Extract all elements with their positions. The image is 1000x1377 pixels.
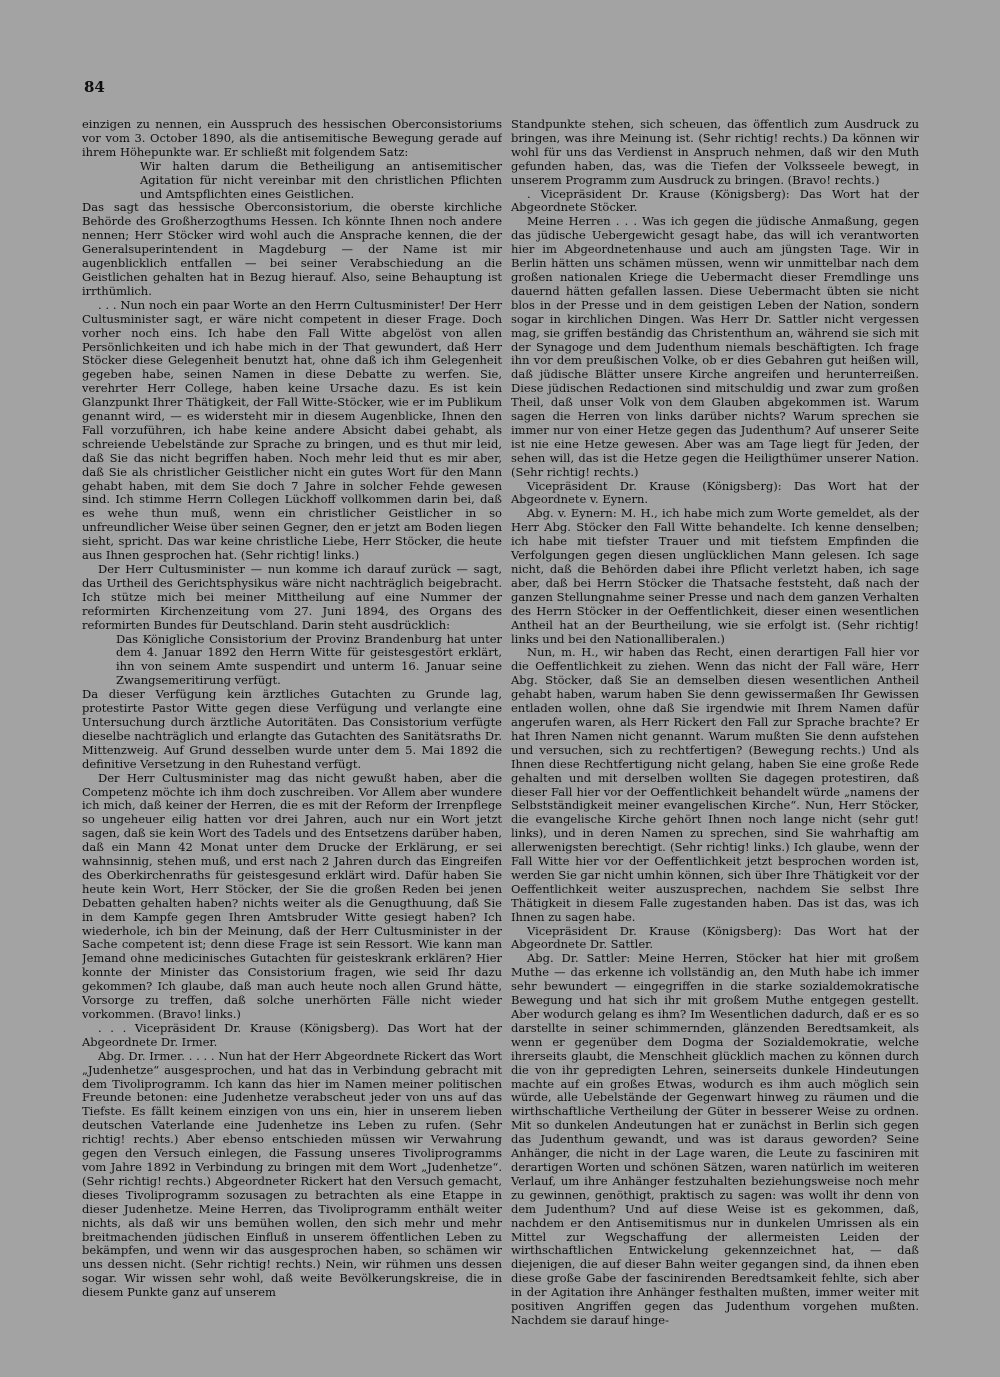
paragraph: Da dieser Verfügung kein ärztliches Gutachten zu Grunde lag, protestirte Pastor Witte gegen diese Verfügung und verlangte eine Untersuchung durch ärztliche Autoritäten. Das Consistorium verfügte dieselbe nachträglich und erlangte das Gutachten des Sanitätsraths Dr. Mittenzweig. Auf Grund desselben wurde unter dem 5. Mai 1892 die definitive Versetzung in den Ruhestand verfügt. [82,687,502,771]
paragraph: . . . Nun noch ein paar Worte an den Herrn Cultusminister! Der Herr Cultusminister sagt, er wäre nicht competent in dieser Frage. Doch vorher noch eins. Ich habe den Fall Witte abgelöst von allen Persönlichkeiten und ich habe mich in der That gewundert, daß Herr Stöcker diese Gelegenheit benutzt hat, ohne daß ich ihm Gelegenheit gegeben habe, seinen Namen in diese Debatte zu werfen. Sie, verehrter Herr College, haben keine Ursache dazu. Es ist kein Glanzpunkt Ihrer Thätigkeit, der Fall Witte-Stöcker, wie er im Publikum genannt wird, — es widersteht mir in diesem Augenblicke, Ihnen den Fall vorzuführen, ich habe keine andere Absicht dabei gehabt, als schreiende Uebelstände zur Sprache zu bringen, und es thut mir leid, daß Sie das nicht begriffen haben. Noch mehr leid thut es mir aber, daß Sie als christlicher Geistlicher nicht ein gutes Wort für den Mann gehabt haben, mit dem Sie doch 7 Jahre in solcher Fehde gewesen sind. Ich stimme Herrn Collegen Lückhoff vollkommen darin bei, daß es wehe thun muß, wenn ein christlicher Geistlicher in so unfreundlicher Weise über seinen Gegner, den er jetzt am Boden liegen sieht, spricht. Das war keine christliche Liebe, Herr Stöcker, die heute aus Ihnen gesprochen hat. (Sehr richtig! links.) [82,297,502,563]
paragraph: . . . Vicepräsident Dr. Krause (Königsberg). Das Wort hat der Abgeordnete Dr. Irmer. [82,1020,502,1049]
paragraph: Standpunkte stehen, sich scheuen, das öffentlich zum Ausdruck zu bringen, was ihre Meinung ist. (Sehr richtig! rechts.) Da können wir wohl für uns das Verdienst in Anspruch nehmen, daß wir den Muth gefunden haben, das, was die Tiefen der Volksseele bewegt, in unserem Programm zum Ausdruck zu bringen. (Bravo! rechts.) [511,118,919,187]
block-quote: Wir halten darum die Betheiligung an antisemitischer Agitation für nicht vereinbar mit den christlichen Pflichten und Amtspflichten eines Geistlichen. [140,158,502,201]
left-text-column [82,118,502,1346]
paragraph: . Vicepräsident Dr. Krause (Königsberg): Das Wort hat der Abgeordnete Stöcker. [511,186,919,215]
paragraph: einzigen zu nennen, ein Ausspruch des hessischen Oberconsistoriums vor vom 3. October 1890, als die antisemitische Bewegung gerade auf ihrem Höhepunkte war. Er schließt mit folgendem Satz: [82,118,502,159]
paragraph: Meine Herren . . . Was ich gegen die jüdische Anmaßung, gegen das jüdische Uebergewicht gesagt habe, das will ich verantworten hier im Abgeordnetenhause und auch am jüngsten Tage. Wir in Berlin hätten uns schämen müssen, wenn wir unmittelbar nach dem großen nationalen Kriege die Uebermacht dieser Fremdlinge uns dauernd hätten gefallen lassen. Diese Uebermacht übten sie nicht blos in der Presse und in dem geistigen Leben der Nation, sondern sogar in kirchlichen Dingen. Was Herr Dr. Sattler nicht vergessen mag, sie griffen beständig das Christenthum an, während sie sich mit der Synagoge und dem Judenthum niemals beschäftigten. Ich frage ihn vor dem preußischen Volke, ob er dies Gebahren gut heißen will, daß jüdische Blätter unsere Kirche angreifen und herunterreißen. Diese jüdischen Redactionen sind mitschuldig und zwar zum großen Theil, daß unser Volk von dem Glauben abgekommen ist. Warum sagen die Herren von links darüber nichts? Warum sprechen sie immer nur von einer Hetze gegen das Judenthum? Auf unserer Seite ist nie eine Hetze gewesen. Aber was am Tage liegt für Jeden, der sehen will, das ist die Hetze gegen die Heiligthümer unserer Nation. (Sehr richtig! rechts.) [511,214,919,479]
paragraph: Der Herr Cultusminister — nun komme ich darauf zurück — sagt, das Urtheil des Gerichtsphysikus wäre nicht nachträglich beigebracht. Ich stütze mich bei meiner Mittheilung auf eine Nummer der reformirten Kirchenzeitung vom 27. Juni 1894, des Organs des reformirten Bundes für Deutschland. Darin steht ausdrücklich: [82,562,502,632]
paragraph: Das sagt das hessische Oberconsistorium, die oberste kirchliche Behörde des Großherzogthums Hessen. Ich könnte Ihnen noch andere nennen; Herr Stöcker wird wohl auch die Ansprache kennen, die der Generalsuperintendent in Magdeburg — der Name ist mir augenblicklich entfallen — bei seiner Verabschiedung an die Geistlichen gehalten hat in Bezug hierauf. Also, seine Behauptung ist irrthümlich. [82,200,502,298]
paragraph: Abg. Dr. Irmer. . . . . Nun hat der Herr Abgeordnete Rickert das Wort „Judenhetze“ ausgesprochen, und hat das in Verbindung gebracht mit dem Tivoliprogramm. Ich kann das hier im Namen meiner politischen Freunde betonen: eine Judenhetze verabscheut jeder von uns auf das Tiefste. Es fällt keinem einzigen von uns ein, hier in unserem lieben deutschen Vaterlande eine Judenhetze ins Leben zu rufen. (Sehr richtig! rechts.) Aber ebenso entschieden müssen wir Verwahrung gegen den Versuch einlegen, die Fassung unseres Tivoliprogramms vom Jahre 1892 in Verbindung zu bringen mit dem Wort „Judenhetze“. (Sehr richtig! rechts.) Abgeordneter Rickert hat den Versuch gemacht, dieses Tivoliprogramm sozusagen zu betrachten als eine Etappe in dieser Judenhetze. Meine Herren, das Tivoliprogramm enthält weiter nichts, als daß wir uns bemühen wollen, den sich mehr und mehr breitmachenden jüdischen Einfluß in unserem öffentlichen Leben zu bekämpfen, und wenn wir das ausgesprochen haben, so schämen wir uns dessen nicht. (Sehr richtig! rechts.) Nein, wir rühmen uns dessen sogar. Wir wissen sehr wohl, daß weite Bevölkerungskreise, die in diesem Punkte ganz auf unserem [82,1048,502,1300]
paragraph: Vicepräsident Dr. Krause (Königsberg): Das Wort hat der Abgeordnete Dr. Sattler. [511,923,919,952]
paragraph: Abg. v. Eynern: M. H., ich habe mich zum Worte gemeldet, als der Herr Abg. Stöcker den Fall Witte behandelte. Ich kenne denselben; ich habe mit tiefster Trauer und mit tiefstem Empfinden die Verfolgungen gegen diesen unglücklichen Mann gelesen. Ich sage nicht, daß die Behörden dabei ihre Pflicht verletzt haben, ich sage aber, daß bei Herrn Stöcker die Thatsache feststeht, daß nach der ganzen Stellungnahme seiner Presse und nach dem ganzen Verhalten des Herrn Stöcker in der Oeffentlichkeit, dieser einen wesentlichen Antheil hat an der Beurtheilung, wie sie erfolgt ist. (Sehr richtig! links und bei den Nationalliberalen.) [511,506,919,646]
paragraph: Vicepräsident Dr. Krause (Königsberg): Das Wort hat der Abgeordnete v. Eynern. [511,478,919,507]
paragraph: Abg. Dr. Sattler: Meine Herren, Stöcker hat hier mit großem Muthe — das erkenne ich vollständig an, den Muth habe ich immer sehr bewundert — eingegriffen in die starke sozialdemokratische Bewegung und hat sich ihr mit großem Muthe entgegen gestellt. Aber wodurch gelang es ihm? Im Wesentlichen dadurch, daß er es so darstellte in seiner schimmernden, glänzenden Beredtsamkeit, als wenn er gegenüber dem Dogma der Sozialdemokratie, welche ihrerseits glaubt, die Menschheit glücklich machen zu können durch die von ihr gepredigten Lehren, seinerseits dunkele Hindeutungen machte auf ein großes Etwas, wodurch es ihm auch möglich sein würde, alle Uebelstände der Gegenwart hinweg zu räumen und die wirthschaftliche Vertheilung der Güter in besserer Weise zu ordnen. Mit so dunkelen Andeutungen hat er zunächst in Berlin sich gegen das Judenthum gewandt, und was ist daraus geworden? Seine Anhänger, die nicht in der Lage waren, die Leute zu fasciniren mit derartigen Worten und schönen Sätzen, waren natürlich im weiteren Verlauf, um ihre Anhänger festzuhalten beziehungsweise noch mehr zu gewinnen, genöthigt, praktisch zu sagen: was wollt ihr denn von dem Judenthum? Und auf diese Weise ist es gekommen, daß, nachdem er den Antisemitismus nur in dunkelen Umrissen als ein Mittel zur Wegschaffung der allermeisten Leiden der wirthschaftlichen Entwickelung gekennzeichnet hat, — daß diejenigen, die auf dieser Bahn weiter gegangen sind, da ihnen eben diese große Gabe der fascinirenden Beredtsamkeit fehlte, sich aber in der Agitation ihre Anhänger festhalten mußten, immer weiter mit positiven Angriffen gegen das Judenthum vorgehen mußten. Nachdem sie darauf hinge- [511,951,919,1327]
right-text-column [511,118,919,1346]
paragraph: Nun, m. H., wir haben das Recht, einen derartigen Fall hier vor die Oeffentlichkeit zu ziehen. Wenn das nicht der Fall wäre, Herr Abg. Stöcker, daß Sie an demselben diesen wesentlichen Antheil gehabt haben, warum haben Sie denn gewissermaßen Ihr Gewissen entladen wollen, ohne daß Sie irgendwie mit Ihrem Namen dafür angerufen waren, als Herr Rickert den Fall zur Sprache brachte? Er hat Ihren Namen nicht genannt. Warum mußten Sie denn aufstehen und versuchen, sich zu rechtfertigen? (Bewegung rechts.) Und als Ihnen diese Rechtfertigung nicht gelang, haben Sie eine große Rede gehalten und mit derselben wollten Sie dagegen protestiren, daß dieser Fall hier vor der Oeffentlichkeit behandelt würde „namens der Selbstständigkeit meiner evangelischen Kirche“. Nun, Herr Stöcker, die evangelische Kirche gehört Ihnen noch lange nicht (sehr gut! links), und in deren Namen zu sprechen, sind Sie wahrhaftig am allerwenigsten berechtigt. (Sehr richtig! links.) Ich glaube, wenn der Fall Witte hier vor der Oeffentlichkeit jetzt besprochen worden ist, werden Sie gar nicht umhin können, sich über Ihre Thätigkeit vor der Oeffentlichkeit weiter auszusprechen, nachdem Sie selbst Ihre Thätigkeit in diesem Falle zugestanden haben. Das ist das, was ich Ihnen zu sagen habe. [511,645,919,924]
paragraph: Der Herr Cultusminister mag das nicht gewußt haben, aber die Competenz möchte ich ihm doch zuschreiben. Vor Allem aber wundere ich mich, daß keiner der Herren, die es mit der Reform der Irrenpflege so ungeheuer eilig hatten vor drei Jahren, auch nur ein Wort jetzt sagen, daß sie kein Wort des Tadels und des Entsetzens darüber haben, daß ein Mann 42 Monat unter dem Drucke der Erklärung, er sei wahnsinnig, stehen muß, und erst nach 2 Jahren durch das Eingreifen des Oberkirchenraths für geistesgesund erklärt wird. Dafür haben Sie heute kein Wort, Herr Stöcker, der Sie die großen Reden bei jenen Debatten gehalten haben? nichts weiter als die Genugthuung, daß Sie in dem Kampfe gegen Ihren Amtsbruder Witte gesiegt haben? Ich wiederhole, ich bin der Meinung, daß der Herr Cultusminister in der Sache competent ist; denn diese Frage ist sein Ressort. Wie kann man Jemand ohne medicinisches Gutachten für geisteskrank erklären? Hier konnte der Minister das Consistorium fragen, wie seid Ihr dazu gekommen? Ich glaube, daß man auch heute noch allen Grund hätte, Vorsorge zu treffen, daß solche unerhörten Fälle nicht wieder vorkommen. (Bravo! links.) [82,770,502,1021]
block-quote: Das Königliche Consistorium der Provinz Brandenburg hat unter dem 4. Januar 1892 den Herrn Witte für geistesgestört erklärt, ihn von seinem Amte suspendirt und unterm 16. Januar seine Zwangsemeritirung verfügt. [116,631,502,688]
page-number: 84 [84,78,105,96]
